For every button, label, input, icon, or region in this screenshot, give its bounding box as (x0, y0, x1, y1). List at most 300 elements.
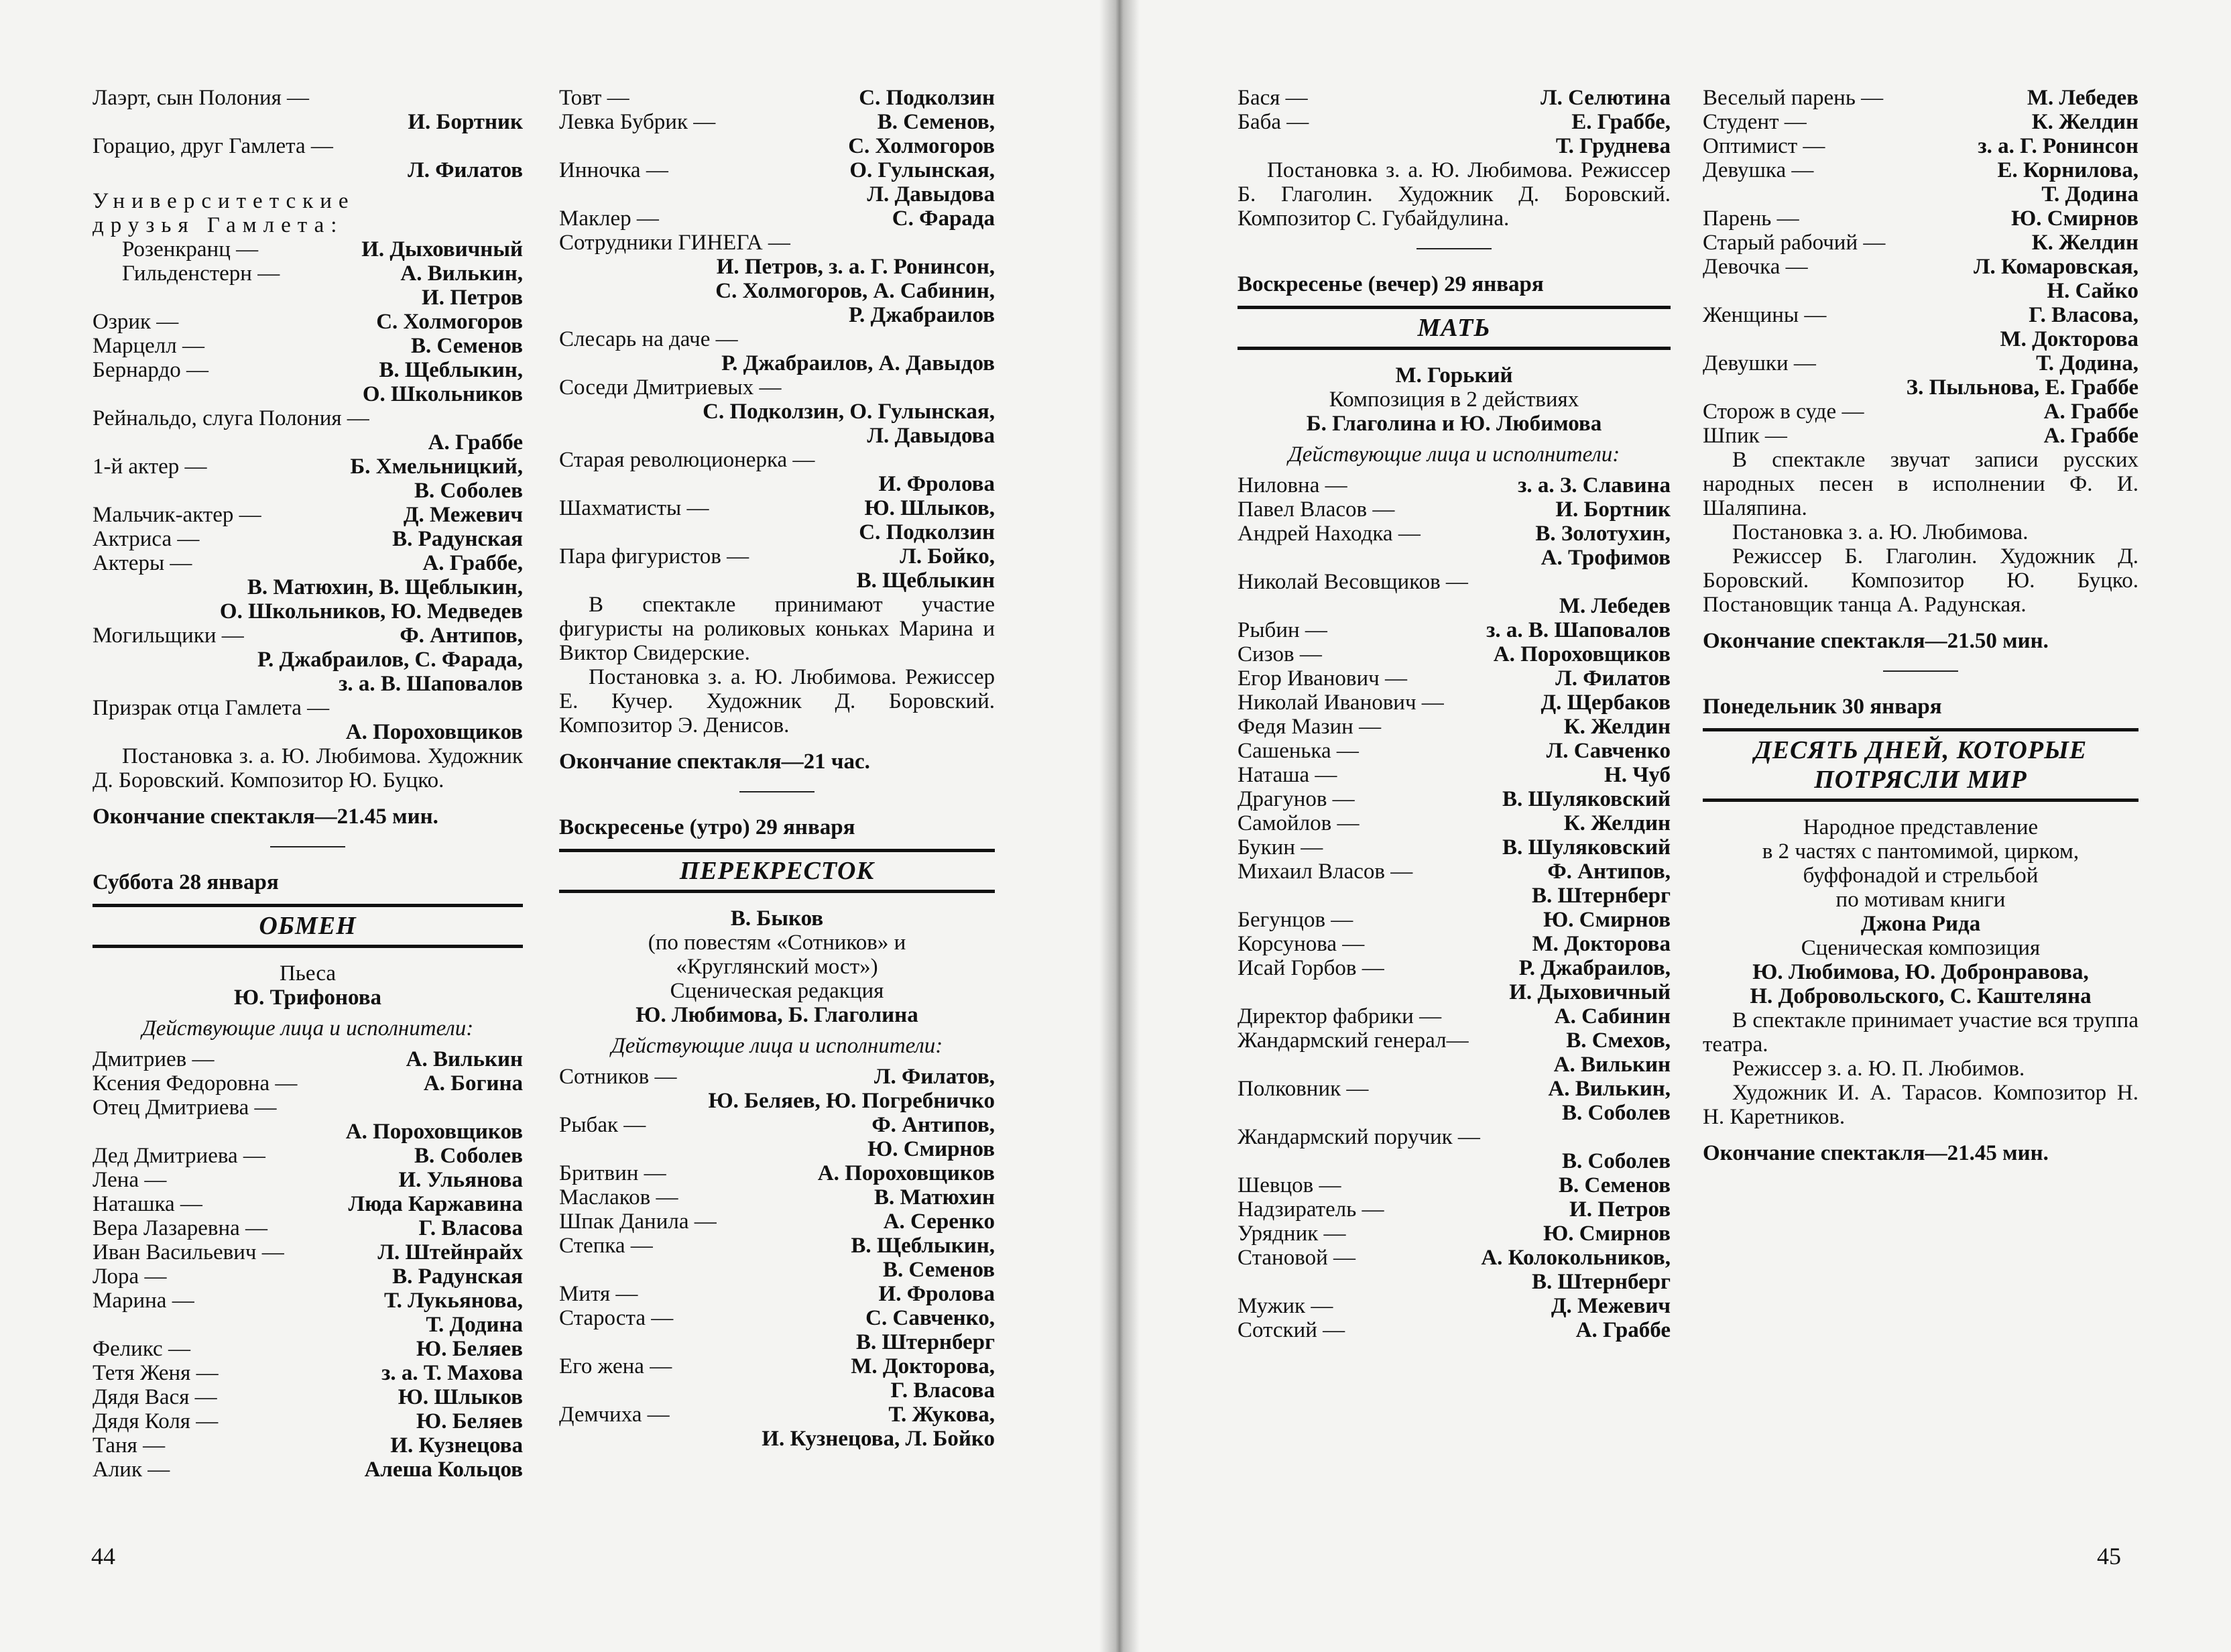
actor-continuation: А. Вилькин (1553, 1053, 1671, 1077)
actor-continuation: Р. Джабраилов, С. Фарада, (257, 648, 523, 672)
actor-name: Ю. Беляев (416, 1337, 523, 1361)
actor-name: С. Савченко, (865, 1306, 995, 1330)
actor-name: Д. Щербаков (1541, 691, 1671, 715)
cast-row (1238, 1125, 1671, 1149)
actor-continuation: В. Штернберг (855, 1330, 995, 1354)
actor-continuation: З. Пыльнова, Е. Граббе (1906, 375, 2138, 400)
actor-continuation: В. Матюхин, В. Щеблыкин, (247, 575, 523, 599)
role-name: Соседи Дмитриевых — (559, 375, 782, 400)
cast-row (93, 237, 523, 261)
cast-row (559, 1403, 995, 1427)
performance-date: Воскресенье (вечер) 29 января (1238, 272, 1544, 296)
cast-row (1703, 110, 2138, 134)
role-name: Парень — (1703, 206, 1799, 231)
cast-row (93, 1409, 523, 1433)
credits-paragraph: В спектакле звучат записи русских народных песен в исполнении Ф. И. Шаляпина. (1703, 448, 2138, 520)
role-name: Наташка — (93, 1192, 202, 1216)
cast-row (1238, 1222, 1671, 1246)
credits-paragraph: Постановка з. а. Ю. Любимова. (1732, 520, 2029, 544)
cast-row (1238, 908, 1671, 932)
actor-continuation: А. Пороховщиков (345, 1120, 523, 1144)
end-time: Окончание спектакля—21.50 мин. (1703, 629, 2049, 653)
actor-name: В. Матюхин (874, 1185, 995, 1210)
role-name: Шевцов — (1238, 1173, 1341, 1197)
actor-name: К. Желдин (2031, 231, 2138, 255)
actor-name: А. Вилькин, (1548, 1077, 1671, 1101)
actor-continuation: В. Семенов (882, 1258, 995, 1282)
play-title: ОБМЕН (93, 904, 523, 948)
role-name: Лена — (93, 1168, 167, 1192)
actor-continuation: С. Холмогоров, А. Сабинин, (715, 279, 995, 303)
actor-continuation: В. Щеблыкин (856, 569, 995, 593)
actor-continuation: Ю. Беляев, Ю. Погребничко (708, 1089, 995, 1113)
role-name: Товт — (559, 86, 629, 110)
role-name: Урядник — (1238, 1222, 1346, 1246)
cast-row (93, 1264, 523, 1289)
cast-row (93, 1216, 523, 1240)
play-author: Ю. Любимова, Б. Глаголина (636, 1003, 918, 1027)
role-name: Тетя Женя — (93, 1361, 219, 1385)
cast-row (93, 1192, 523, 1216)
play-info-line: Пьеса (279, 961, 337, 986)
actor-continuation: Г. Власова (890, 1378, 995, 1403)
section-divider (1416, 248, 1492, 249)
role-name: Сторож в суде — (1703, 400, 1864, 424)
cast-row (93, 455, 523, 479)
role-name: Его жена — (559, 1354, 672, 1378)
actor-name: Т. Жукова, (888, 1403, 995, 1427)
actor-continuation: О. Школьников, Ю. Медведев (219, 599, 523, 624)
role-name: Павел Власов — (1238, 497, 1395, 522)
role-name: Призрак отца Гамлета — (93, 696, 330, 720)
actor-name: А. Вилькин, (400, 261, 523, 286)
actor-name: В. Семенов (1558, 1173, 1671, 1197)
column-1 (93, 86, 523, 1482)
role-name: Розенкранц — (122, 237, 259, 261)
role-name: Сотский — (1238, 1318, 1345, 1342)
play-info-line: Народное представление (1803, 815, 2039, 839)
role-name: Бритвин — (559, 1161, 666, 1185)
cast-row (1703, 351, 2138, 375)
role-name: Алик — (93, 1458, 170, 1482)
cast-row (1703, 206, 2138, 231)
play-info-line: в 2 частях с пантомимой, цирком, (1762, 839, 2079, 864)
cast-row (1238, 1077, 1671, 1101)
cast-row (93, 1337, 523, 1361)
cast-row (93, 551, 523, 575)
actor-name: А. Граббе (2043, 424, 2138, 448)
role-name: Лаэрт, сын Полония — (93, 86, 310, 110)
actor-name: А. Граббе (1575, 1318, 1671, 1342)
actor-continuation: Р. Джабраилов, А. Давыдов (721, 351, 995, 375)
cast-row (559, 1282, 995, 1306)
role-name: Лора — (93, 1264, 167, 1289)
actor-continuation: Л. Давыдова (867, 182, 995, 206)
cast-row (559, 1185, 995, 1210)
cast-row (1238, 642, 1671, 666)
role-name: Становой — (1238, 1246, 1355, 1270)
actor-continuation: А. Граббе (428, 430, 523, 455)
play-title: МАТЬ (1238, 306, 1671, 350)
actor-continuation: О. Школьников (362, 382, 523, 406)
page-number-right: 45 (2097, 1543, 2121, 1570)
role-name: Староста — (559, 1306, 674, 1330)
spacer (93, 182, 523, 189)
end-time: Окончание спектакля—21.45 мин. (1703, 1141, 2049, 1165)
cast-heading: Действующие лица и исполнители: (1288, 442, 1620, 467)
actor-name: Л. Бойко, (900, 544, 995, 569)
actor-name: Ю. Беляев (416, 1409, 523, 1433)
actor-name: В. Соболев (414, 1144, 523, 1168)
actor-name: Ю. Смирнов (2011, 206, 2138, 231)
actor-name: Т. Додина, (2036, 351, 2138, 375)
cast-row (1238, 739, 1671, 763)
role-name: Рыбин — (1238, 618, 1327, 642)
role-name: Слесарь на даче — (559, 327, 738, 351)
role-name: Актеры — (93, 551, 192, 575)
group-heading: Университетские (93, 189, 355, 213)
actor-name: В. Семенов (410, 334, 523, 358)
cast-row (1703, 231, 2138, 255)
cast-row (1703, 86, 2138, 110)
role-name: Марина — (93, 1289, 194, 1313)
credits-paragraph: Режиссер Б. Глаголин. Художник Д. Боровский. Композитор Ю. Буцко. Постановщик танца А. Радунская. (1703, 544, 2138, 617)
actor-continuation: М. Лебедев (1559, 594, 1671, 618)
cast-row (1238, 666, 1671, 691)
actor-name: Л. Штейнрайх (377, 1240, 523, 1264)
actor-name: В. Радунская (392, 1264, 523, 1289)
actor-name: М. Докторова, (851, 1354, 995, 1378)
actor-continuation: В. Соболев (1562, 1101, 1671, 1125)
role-name: Сотрудники ГИНЕГА — (559, 231, 790, 255)
cast-heading: Действующие лица и исполнители: (611, 1034, 943, 1058)
actor-continuation: М. Докторова (2000, 327, 2138, 351)
actor-name: Б. Хмельницкий, (350, 455, 523, 479)
role-name: Марцелл — (93, 334, 204, 358)
role-name: Дмитриев — (93, 1047, 215, 1071)
cast-row (1238, 932, 1671, 956)
actor-continuation: С. Подколзин, О. Гулынская, (703, 400, 995, 424)
actor-continuation: Л. Давыдова (867, 424, 995, 448)
cast-row (93, 1047, 523, 1071)
cast-row (93, 334, 523, 358)
actor-continuation: И. Петров (422, 286, 523, 310)
role-name: Шпик — (1703, 424, 1787, 448)
play-title: ПЕРЕКРЕСТОК (559, 849, 995, 893)
performance-date: Понедельник 30 января (1703, 695, 1942, 719)
actor-name: А. Пороховщиков (1493, 642, 1671, 666)
cast-row (1238, 570, 1671, 594)
role-name: Мальчик-актер — (93, 503, 261, 527)
cast-row (1238, 1294, 1671, 1318)
actor-continuation: А. Пороховщиков (345, 720, 523, 744)
cast-row (93, 1385, 523, 1409)
actor-name: К. Желдин (1563, 715, 1671, 739)
role-name: Жандармский поручик — (1238, 1125, 1480, 1149)
actor-name: В. Щеблыкин, (851, 1234, 995, 1258)
cast-row (93, 86, 523, 110)
role-name: Гильденстерн — (122, 261, 280, 286)
role-name: Оптимист — (1703, 134, 1825, 158)
actor-continuation: В. Соболев (1562, 1149, 1671, 1173)
role-name: Пара фигуристов — (559, 544, 749, 569)
end-time: Окончание спектакля—21.45 мин. (93, 805, 438, 829)
actor-continuation: И. Дыховичный (1509, 980, 1671, 1004)
section-divider (739, 791, 815, 792)
credits-paragraph: В спектакле принимают участие фигуристы на роликовых коньках Марина и Виктор Свидерские. (559, 593, 995, 665)
cast-row (93, 1168, 523, 1192)
actor-continuation: Н. Сайко (2047, 279, 2138, 303)
actor-name: А. Колокольников, (1481, 1246, 1671, 1270)
role-name: Мужик — (1238, 1294, 1333, 1318)
actor-name: А. Вилькин (406, 1047, 523, 1071)
role-name: Митя — (559, 1282, 638, 1306)
actor-name: Е. Граббе, (1571, 110, 1671, 134)
cast-row (93, 1144, 523, 1168)
role-name: Веселый парень — (1703, 86, 1884, 110)
column-2 (559, 86, 995, 1451)
role-name: Андрей Находка — (1238, 522, 1421, 546)
role-name: Вера Лазаревна — (93, 1216, 268, 1240)
cast-row (93, 503, 523, 527)
actor-name: Ф. Антипов, (1547, 860, 1671, 884)
actor-name: В. Радунская (392, 527, 523, 551)
play-author: Ю. Трифонова (233, 986, 382, 1010)
actor-name: Ю. Шлыков, (864, 496, 995, 520)
cast-row (1238, 497, 1671, 522)
credits-paragraph: Постановка з. а. Ю. Любимова. Режиссер Б. Глаголин. Художник Д. Боровский. Композитор С. Губайдулина. (1238, 158, 1671, 231)
actor-continuation: В. Штернберг (1531, 1270, 1671, 1294)
actor-continuation: Л. Филатов (408, 158, 523, 182)
actor-name: И. Ульянова (398, 1168, 523, 1192)
actor-name: Ю. Шлыков (398, 1385, 523, 1409)
column-3 (1238, 86, 1671, 1342)
actor-name: Е. Корнилова, (1997, 158, 2138, 182)
cast-row (1703, 134, 2138, 158)
play-info-line: (по повестям «Сотников» и (648, 931, 906, 955)
role-name: 1-й актер — (93, 455, 207, 479)
cast-row (93, 1240, 523, 1264)
actor-continuation: Т. Додина (2041, 182, 2138, 206)
actor-name: А. Богина (423, 1071, 523, 1096)
cast-row (559, 158, 995, 182)
actor-continuation: И. Фролова (878, 472, 995, 496)
role-name: Иван Васильевич — (93, 1240, 284, 1264)
actor-name: Л. Филатов (1555, 666, 1671, 691)
actor-name: И. Фролова (878, 1282, 995, 1306)
cast-row (93, 1096, 523, 1120)
role-name: Старая революционерка — (559, 448, 815, 472)
cast-row (559, 448, 995, 472)
actor-name: Ю. Смирнов (1543, 908, 1671, 932)
cast-row (1238, 715, 1671, 739)
cast-row (1238, 522, 1671, 546)
cast-row (93, 1458, 523, 1482)
cast-row (559, 1065, 995, 1089)
cast-row (93, 358, 523, 382)
actor-name: В. Семенов, (877, 110, 995, 134)
actor-name: К. Желдин (2031, 110, 2138, 134)
play-author: В. Быков (730, 906, 824, 931)
cast-row (1703, 255, 2138, 279)
cast-row (1238, 473, 1671, 497)
actor-name: В. Золотухин, (1535, 522, 1671, 546)
actor-continuation: Р. Джабраилов (848, 303, 995, 327)
role-name: Дядя Вася — (93, 1385, 217, 1409)
role-name: Директор фабрики — (1238, 1004, 1442, 1028)
cast-row (93, 1361, 523, 1385)
actor-name: Алеша Кольцов (364, 1458, 523, 1482)
actor-name: А. Граббе, (422, 551, 523, 575)
role-name: Ниловна — (1238, 473, 1347, 497)
role-name: Демчиха — (559, 1403, 670, 1427)
actor-name: з. а. Т. Махова (381, 1361, 523, 1385)
cast-heading: Действующие лица и исполнители: (141, 1016, 474, 1041)
actor-continuation: В. Соболев (414, 479, 523, 503)
actor-name: Л. Филатов, (873, 1065, 995, 1089)
performance-date: Суббота 28 января (93, 870, 279, 894)
cast-row (559, 544, 995, 569)
actor-name: В. Шуляковский (1502, 835, 1671, 860)
actor-continuation: И. Кузнецова, Л. Бойко (762, 1427, 995, 1451)
role-name: Наташа — (1238, 763, 1337, 787)
cast-row (1238, 835, 1671, 860)
cast-row (1238, 787, 1671, 811)
cast-row (559, 1306, 995, 1330)
cast-row (93, 310, 523, 334)
actor-name: М. Лебедев (2027, 86, 2138, 110)
role-name: Исай Горбов — (1238, 956, 1384, 980)
role-name: Шпак Данила — (559, 1210, 717, 1234)
actor-name: з. а. Г. Ронинсон (1978, 134, 2138, 158)
cast-row (1703, 400, 2138, 424)
credits-paragraph: Режиссер з. а. Ю. П. Любимов. (1732, 1057, 2025, 1081)
role-name: Могильщики — (93, 624, 244, 648)
role-name: Озрик — (93, 310, 179, 334)
book-gutter (1099, 0, 1140, 1652)
cast-row (1238, 860, 1671, 884)
cast-row (559, 327, 995, 351)
actor-name: И. Петров (1569, 1197, 1671, 1222)
cast-row (1238, 811, 1671, 835)
actor-name: А. Сабинин (1554, 1004, 1671, 1028)
cast-row (1238, 110, 1671, 134)
role-name: Корсунова — (1238, 932, 1365, 956)
actor-continuation: Т. Груднева (1555, 134, 1671, 158)
cast-row (559, 231, 995, 255)
actor-name: Ф. Антипов, (400, 624, 523, 648)
role-name: Самойлов — (1238, 811, 1360, 835)
role-name: Николай Весовщиков — (1238, 570, 1468, 594)
role-name: Бася — (1238, 86, 1308, 110)
role-name: Девушка — (1703, 158, 1814, 182)
role-name: Девушки — (1703, 351, 1816, 375)
role-name: Маклер — (559, 206, 659, 231)
cast-row (559, 1161, 995, 1185)
role-name: Студент — (1703, 110, 1807, 134)
cast-row (559, 1210, 995, 1234)
play-title: ДЕСЯТЬ ДНЕЙ, КОТОРЫЕ ПОТРЯСЛИ МИР (1703, 728, 2138, 802)
role-name: Дед Дмитриева — (93, 1144, 265, 1168)
cast-row (1238, 956, 1671, 980)
role-name: Федя Мазин — (1238, 715, 1382, 739)
actor-name: С. Подколзин (859, 86, 995, 110)
cast-row (559, 1234, 995, 1258)
role-name: Баба — (1238, 110, 1309, 134)
role-name: Михаил Власов — (1238, 860, 1413, 884)
role-name: Полковник — (1238, 1077, 1369, 1101)
actor-name: з. а. В. Шаповалов (1486, 618, 1671, 642)
play-info-line: «Круглянский мост») (676, 955, 878, 979)
role-name: Маслаков — (559, 1185, 678, 1210)
cast-row (93, 134, 523, 158)
role-name: Дядя Коля — (93, 1409, 219, 1433)
actor-continuation: з. а. В. Шаповалов (339, 672, 523, 696)
performance-date: Воскресенье (утро) 29 января (559, 815, 855, 839)
actor-continuation: В. Штернберг (1531, 884, 1671, 908)
credits-paragraph: Художник И. А. Тарасов. Композитор Н. Н. Каретников. (1703, 1081, 2138, 1129)
end-time: Окончание спектакля—21 час. (559, 750, 870, 774)
actor-name: С. Фарада (892, 206, 995, 231)
cast-row (1238, 618, 1671, 642)
role-name: Девочка — (1703, 255, 1808, 279)
cast-row (93, 527, 523, 551)
role-name: Горацио, друг Гамлета — (93, 134, 333, 158)
role-name: Старый рабочий — (1703, 231, 1886, 255)
actor-name: А. Граббе (2043, 400, 2138, 424)
cast-row (1703, 303, 2138, 327)
role-name: Левка Бубрик — (559, 110, 716, 134)
cast-row (559, 1354, 995, 1378)
actor-name: И. Кузнецова (390, 1433, 523, 1458)
cast-row (93, 1071, 523, 1096)
actor-name: А. Пороховщиков (817, 1161, 995, 1185)
play-author: Б. Глаголина и Ю. Любимова (1306, 412, 1602, 436)
role-name: Надзиратель — (1238, 1197, 1384, 1222)
cast-row (559, 375, 995, 400)
actor-name: Ю. Смирнов (1543, 1222, 1671, 1246)
column-4 (1703, 86, 2138, 1165)
actor-name: В. Шуляковский (1502, 787, 1671, 811)
role-name: Отец Дмитриева — (93, 1096, 277, 1120)
cast-row (1238, 1173, 1671, 1197)
group-heading: друзья Гамлета: (93, 213, 344, 237)
role-name: Рейнальдо, слуга Полония — (93, 406, 369, 430)
actor-name: з. а. З. Славина (1518, 473, 1671, 497)
actor-name: Л. Комаровская, (1973, 255, 2138, 279)
cast-row (559, 496, 995, 520)
role-name: Степка — (559, 1234, 653, 1258)
actor-name: О. Гулынская, (849, 158, 995, 182)
actor-continuation: Т. Додина (426, 1313, 523, 1337)
credits-paragraph: В спектакле принимает участие вся труппа театра. (1703, 1008, 2138, 1057)
play-info-line: по мотивам книги (1835, 888, 2006, 912)
actor-name: Люда Каржавина (348, 1192, 523, 1216)
actor-name: Д. Межевич (403, 503, 523, 527)
role-name: Букин — (1238, 835, 1323, 860)
credits-paragraph: Постановка з. а. Ю. Любимова. Режиссер Е. Кучер. Художник Д. Боровский. Композитор Э. Денисов. (559, 665, 995, 738)
cast-row (1238, 1004, 1671, 1028)
role-name: Феликс — (93, 1337, 190, 1361)
role-name: Сизов — (1238, 642, 1322, 666)
actor-name: А. Серенко (883, 1210, 995, 1234)
role-name: Рыбак — (559, 1113, 646, 1137)
cast-row (559, 86, 995, 110)
cast-row (93, 1433, 523, 1458)
role-name: Бегунцов — (1238, 908, 1353, 932)
section-divider (270, 846, 345, 847)
role-name: Жандармский генерал— (1238, 1028, 1469, 1053)
